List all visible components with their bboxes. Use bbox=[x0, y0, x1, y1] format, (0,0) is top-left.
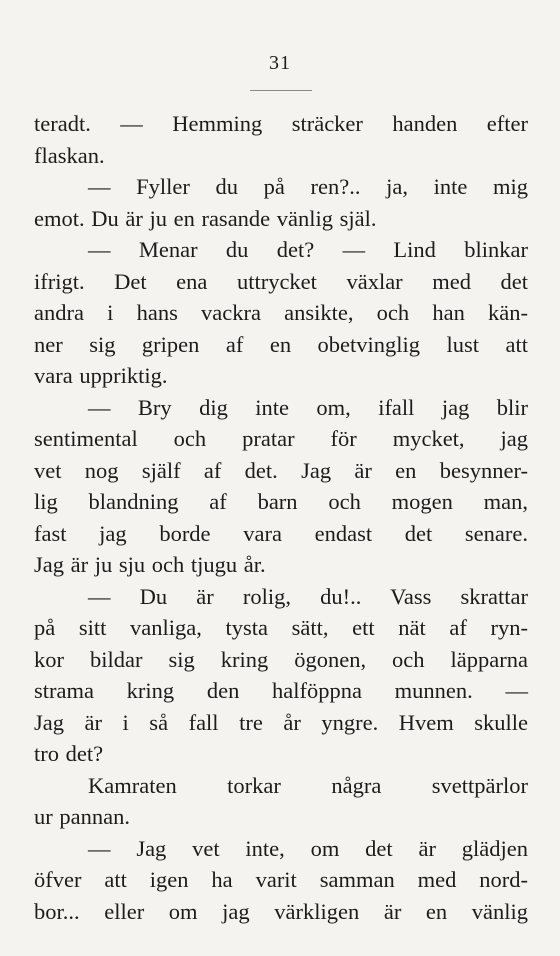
text-line: — Fyller du på ren?.. ja, inte mig bbox=[88, 174, 528, 199]
text-line: vara uppriktig. bbox=[34, 363, 168, 388]
text-line: kor bildar sig kring ögonen, och läpparna bbox=[34, 646, 528, 672]
text-line: flaskan. bbox=[34, 142, 105, 168]
text-line: — Menar du det? — Lind blinkar bbox=[88, 237, 528, 262]
text-line: emot. Du är ju en rasande vänlig själ. bbox=[34, 205, 377, 231]
text-line: — Bry dig inte om, ifall jag blir bbox=[88, 394, 528, 420]
text-line: ur pannan. bbox=[34, 804, 130, 829]
text-line: Kamraten torkar några svettpärlor bbox=[88, 772, 528, 798]
text-line: ifrigt. Det ena uttrycket växlar med det bbox=[34, 268, 528, 294]
text-line: andra i hans vackra ansikte, och han kän- bbox=[34, 300, 528, 325]
text-line: — Du är rolig, du!.. Vass skrattar bbox=[88, 583, 528, 609]
text-line: — Jag vet inte, om det är glädjen bbox=[88, 835, 528, 861]
text-line: tro det? bbox=[34, 741, 104, 766]
text-line: vet nog själf af det. Jag är en besynner- bbox=[34, 457, 528, 483]
text-line: Jag är ju sju och tjugu år. bbox=[34, 552, 266, 577]
text-line: på sitt vanliga, tysta sätt, ett nät af ryn- bbox=[34, 615, 528, 640]
text-line: strama kring den halföppna munnen. — bbox=[34, 678, 528, 703]
text-line: teradt. — Hemming sträcker handen efter bbox=[34, 111, 528, 136]
text-line: fast jag borde vara endast det senare. bbox=[34, 520, 528, 546]
text-line: bor... eller om jag värkligen är en vänlig bbox=[34, 898, 528, 924]
body-text bbox=[34, 108, 528, 927]
text-line: lig blandning af barn och mogen man, bbox=[34, 489, 528, 514]
page-number: 31 bbox=[269, 52, 291, 74]
text-line: ner sig gripen af en obetvinglig lust att bbox=[34, 331, 528, 357]
text-line: öfver att igen ha varit samman med nord- bbox=[34, 867, 528, 892]
header-rule bbox=[250, 90, 312, 91]
text-line: sentimental och pratar för mycket, jag bbox=[34, 426, 528, 451]
text-line: Jag är i så fall tre år yngre. Hvem skulle bbox=[34, 709, 528, 735]
